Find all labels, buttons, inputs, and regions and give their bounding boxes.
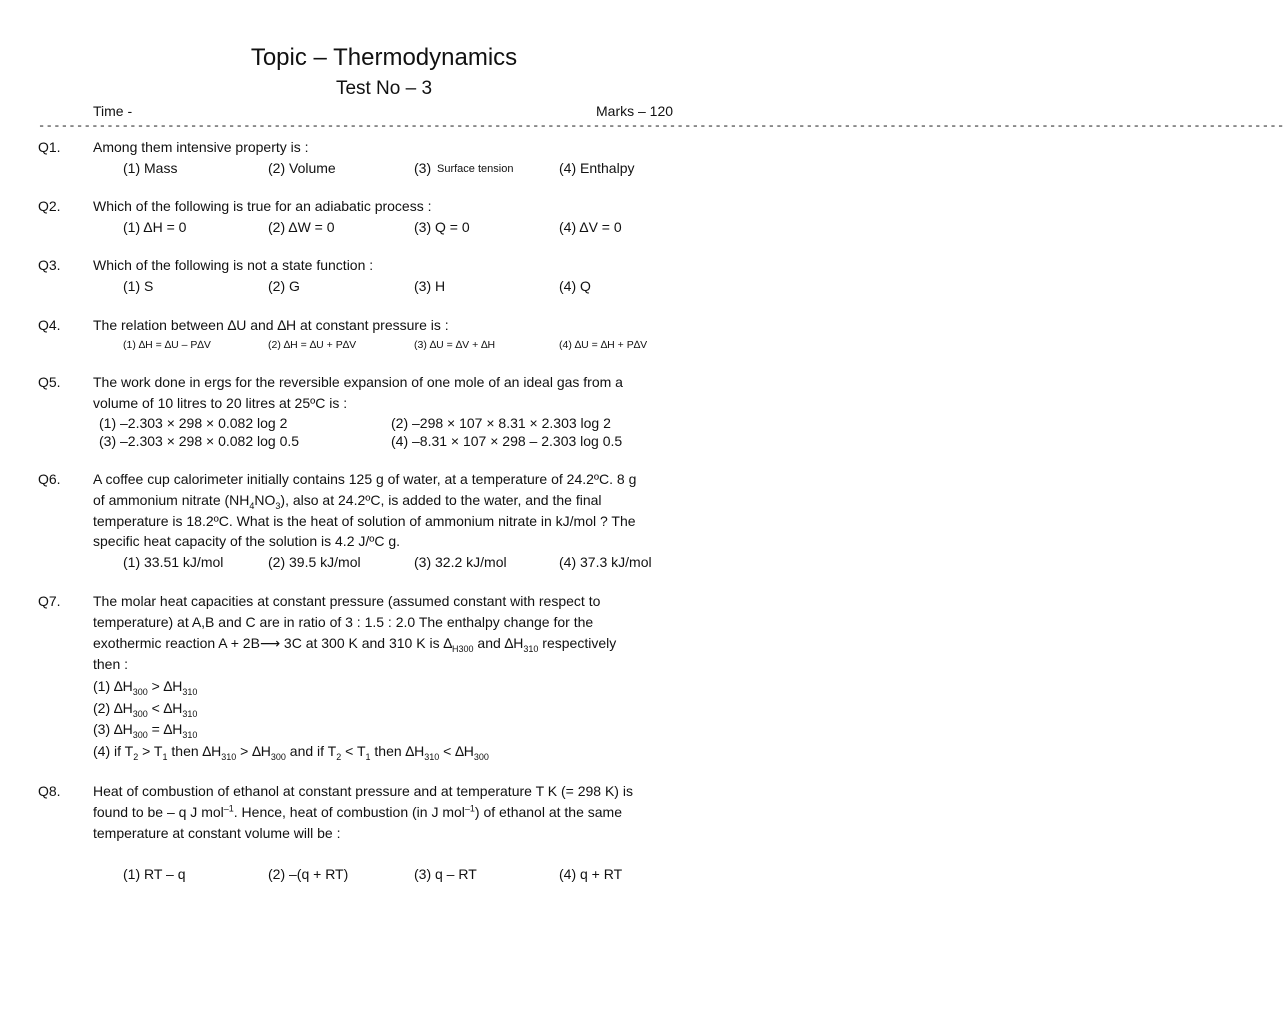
question-number: Q4.	[38, 317, 61, 333]
option-2: (2) ΔW = 0	[268, 219, 335, 235]
question-text-line-4: then :	[93, 656, 129, 672]
question-number: Q6.	[38, 471, 61, 487]
option-1: (1) S	[123, 278, 154, 294]
option-4: (4) 37.3 kJ/mol	[559, 554, 652, 570]
option-3: (3) ∆U = ∆V + ∆H	[414, 339, 496, 351]
marks-label: Marks – 120	[596, 103, 674, 119]
option-3-text: Surface tension	[437, 163, 514, 175]
question-number: Q1.	[38, 139, 61, 155]
question-text: Which of the following is not a state function :	[93, 257, 374, 273]
option-4: (4) ∆U = ∆H + P∆V	[559, 339, 648, 351]
option-2: (2) ∆H = ∆U + P∆V	[268, 339, 357, 351]
question-text-line-2: found to be – q J mol$^{-1}$. Hence, heat of combustion (in J mol$^{-1}$) of ethanol at the same	[93, 803, 622, 820]
question-text-line-1: Heat of combustion of ethanol at constant pressure and at temperature T K (= 298 K) is	[93, 783, 633, 799]
question-number: Q2.	[38, 198, 61, 214]
option-3: (3) Q = 0	[414, 219, 470, 235]
time-label: Time -	[93, 103, 133, 119]
option-4: (4) q + RT	[559, 866, 623, 882]
question-text-line-3: temperature at constant volume will be :	[93, 825, 341, 841]
option-1: (1) ∆H = ∆U – P∆V	[123, 339, 211, 351]
option-1: (1) Mass	[123, 160, 178, 176]
option-2: (2) –(q + RT)	[268, 866, 349, 882]
question-text-line-2: temperature) at A,B and C are in ratio of 3 : 1.5 : 2.0 The enthalpy change for the	[93, 614, 594, 630]
reaction-arrow-icon: ⟶	[259, 635, 281, 651]
question-text-line-1: The molar heat capacities at constant pressure (assumed constant with respect to	[93, 593, 601, 609]
question-number: Q8.	[38, 783, 61, 799]
option-2: (2) Volume	[268, 160, 336, 176]
dashed-divider: --------------------------------------------------------------------------------------------------------------------------------------------------------------------	[38, 119, 1285, 133]
option-2: (2) 39.5 kJ/mol	[268, 554, 361, 570]
option-4: (4) Enthalpy	[559, 160, 635, 176]
question-number: Q3.	[38, 257, 61, 273]
question-text-line-2: of ammonium nitrate $(NH_4NO_3)$, also at 24.2ºC, is added to the water, and the final	[93, 492, 602, 511]
option-1: (1) $\Delta H_{300} > \Delta H_{310}$	[93, 678, 198, 697]
option-3: (3) q – RT	[414, 866, 477, 882]
option-2: (2) $\Delta H_{300} < \Delta H_{310}$	[93, 700, 198, 719]
question-text-line-3: temperature is 18.2ºC. What is the heat of solution of ammonium nitrate in kJ/mol ? The	[93, 513, 636, 529]
test-number: Test No – 3	[335, 78, 433, 99]
question-text-line-4: specific heat capacity of the solution is 4.2 J/ºC g.	[93, 533, 401, 549]
option-1: (1) 33.51 kJ/mol	[123, 554, 224, 570]
question-number: Q5.	[38, 374, 61, 390]
question-text-line-3: exothermic reaction A + 2B⟶ 3C at 300 K and 310 K is $\Delta_{H300}$ and $\Delta H_{310}$ respectively	[93, 635, 617, 654]
question-number: Q7.	[38, 593, 61, 609]
option-4: (4) Q	[559, 278, 591, 294]
option-3: (3) 32.2 kJ/mol	[414, 554, 507, 570]
question-text: Among them intensive property is :	[93, 139, 309, 155]
option-3: (3) H	[414, 278, 446, 294]
option-1: (1) ΔH = 0	[123, 219, 187, 235]
question-text-line-2: volume of 10 litres to 20 litres at 25ºC is :	[93, 395, 348, 411]
option-3: (3) $\Delta H_{300} = \Delta H_{310}$	[93, 721, 198, 740]
option-4: (4) ΔV = 0	[559, 219, 622, 235]
option-1: (1) –2.303 × 298 × 0.082 log 2	[99, 415, 288, 431]
question-text: The relation between ∆U and ∆H at constant pressure is :	[93, 317, 449, 333]
question-text-line-1: A coffee cup calorimeter initially contains 125 g of water, at a temperature of 24.2ºC. 8 g	[93, 471, 637, 487]
option-4: (4) –8.31 × 107 × 298 – 2.303 log 0.5	[391, 433, 623, 449]
question-text: Which of the following is true for an adiabatic process :	[93, 198, 432, 214]
option-3: (3) –2.303 × 298 × 0.082 log 0.5	[99, 433, 300, 449]
option-4: (4) if $T_2 > T_1$ then $\Delta H_{310} > \Delta H_{300}$ and if $T_2 < T_1$ then $\Delta H_{310} < \Delta H_{300}$	[93, 743, 489, 762]
question-text-line-1: The work done in ergs for the reversible expansion of one mole of an ideal gas from a	[93, 374, 623, 390]
option-1: (1) RT – q	[123, 866, 186, 882]
option-2: (2) –298 × 107 × 8.31 × 2.303 log 2	[391, 415, 611, 431]
page-title: Topic – Thermodynamics	[250, 44, 518, 71]
option-3-number: (3)	[414, 160, 432, 176]
option-2: (2) G	[268, 278, 300, 294]
